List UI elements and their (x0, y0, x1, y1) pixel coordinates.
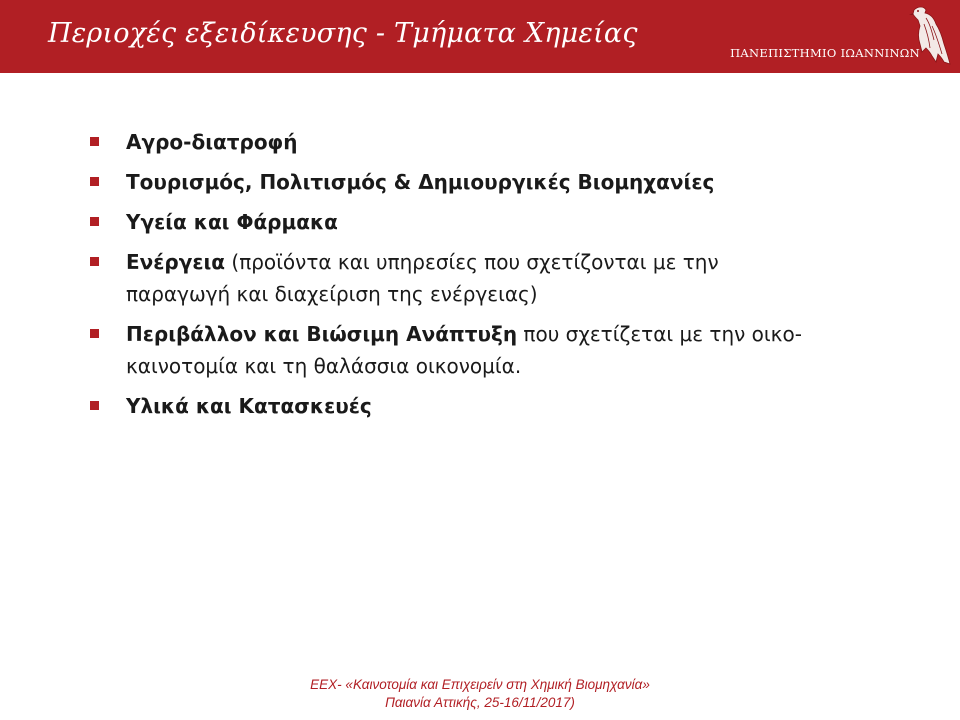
bullet-bold-text: Αγρο-διατροφή (126, 130, 298, 154)
bullet-square-icon (90, 257, 99, 266)
bullet-bold-text: Υγεία και Φάρμακα (126, 210, 338, 234)
list-item (84, 246, 824, 310)
bullet-square-icon (90, 137, 99, 146)
footer (0, 676, 960, 712)
bullet-square-icon (90, 177, 99, 186)
bullet-list (84, 126, 824, 430)
bullet-bold-text: Τουρισμός, Πολιτισμός & Δημιουργικές Βιομηχανίες (126, 170, 715, 194)
bullet-bold-text: Ενέργεια (126, 250, 226, 274)
bullet-square-icon (90, 217, 99, 226)
bullet-square-icon (90, 401, 99, 410)
bullet-rest-text: (προϊόντα και υπηρεσίες που σχετίζονται με την παραγωγή και διαχείριση της ενέργειας) (126, 250, 719, 306)
footer-line-2: Παιανία Αττικής, 25-16/11/2017) (385, 695, 575, 710)
bullet-square-icon (90, 329, 99, 338)
list-item (84, 166, 824, 198)
university-name: ΠΑΝΕΠΙΣΤΗΜΙΟ ΙΩΑΝΝΙΝΩΝ (730, 46, 920, 60)
bullet-rest-text: που σχετίζεται με την οικο-καινοτομία και τη θαλάσσια οικονομία. (126, 322, 802, 378)
list-item (84, 390, 824, 422)
slide-title: Περιοχές εξειδίκευσης - Τμήματα Χημείας (48, 18, 638, 49)
footer-line-1: ΕΕΧ- «Καινοτομία και Επιχειρείν στη Χημική Βιομηχανία» (310, 677, 650, 692)
list-item (84, 206, 824, 238)
bullet-bold-text: Υλικά και Κατασκευές (126, 394, 372, 418)
bullet-bold-text: Περιβάλλον και Βιώσιμη Ανάπτυξη (126, 322, 518, 346)
header-bar (0, 0, 960, 73)
list-item (84, 318, 824, 382)
eagle-icon (896, 4, 954, 68)
list-item (84, 126, 824, 158)
